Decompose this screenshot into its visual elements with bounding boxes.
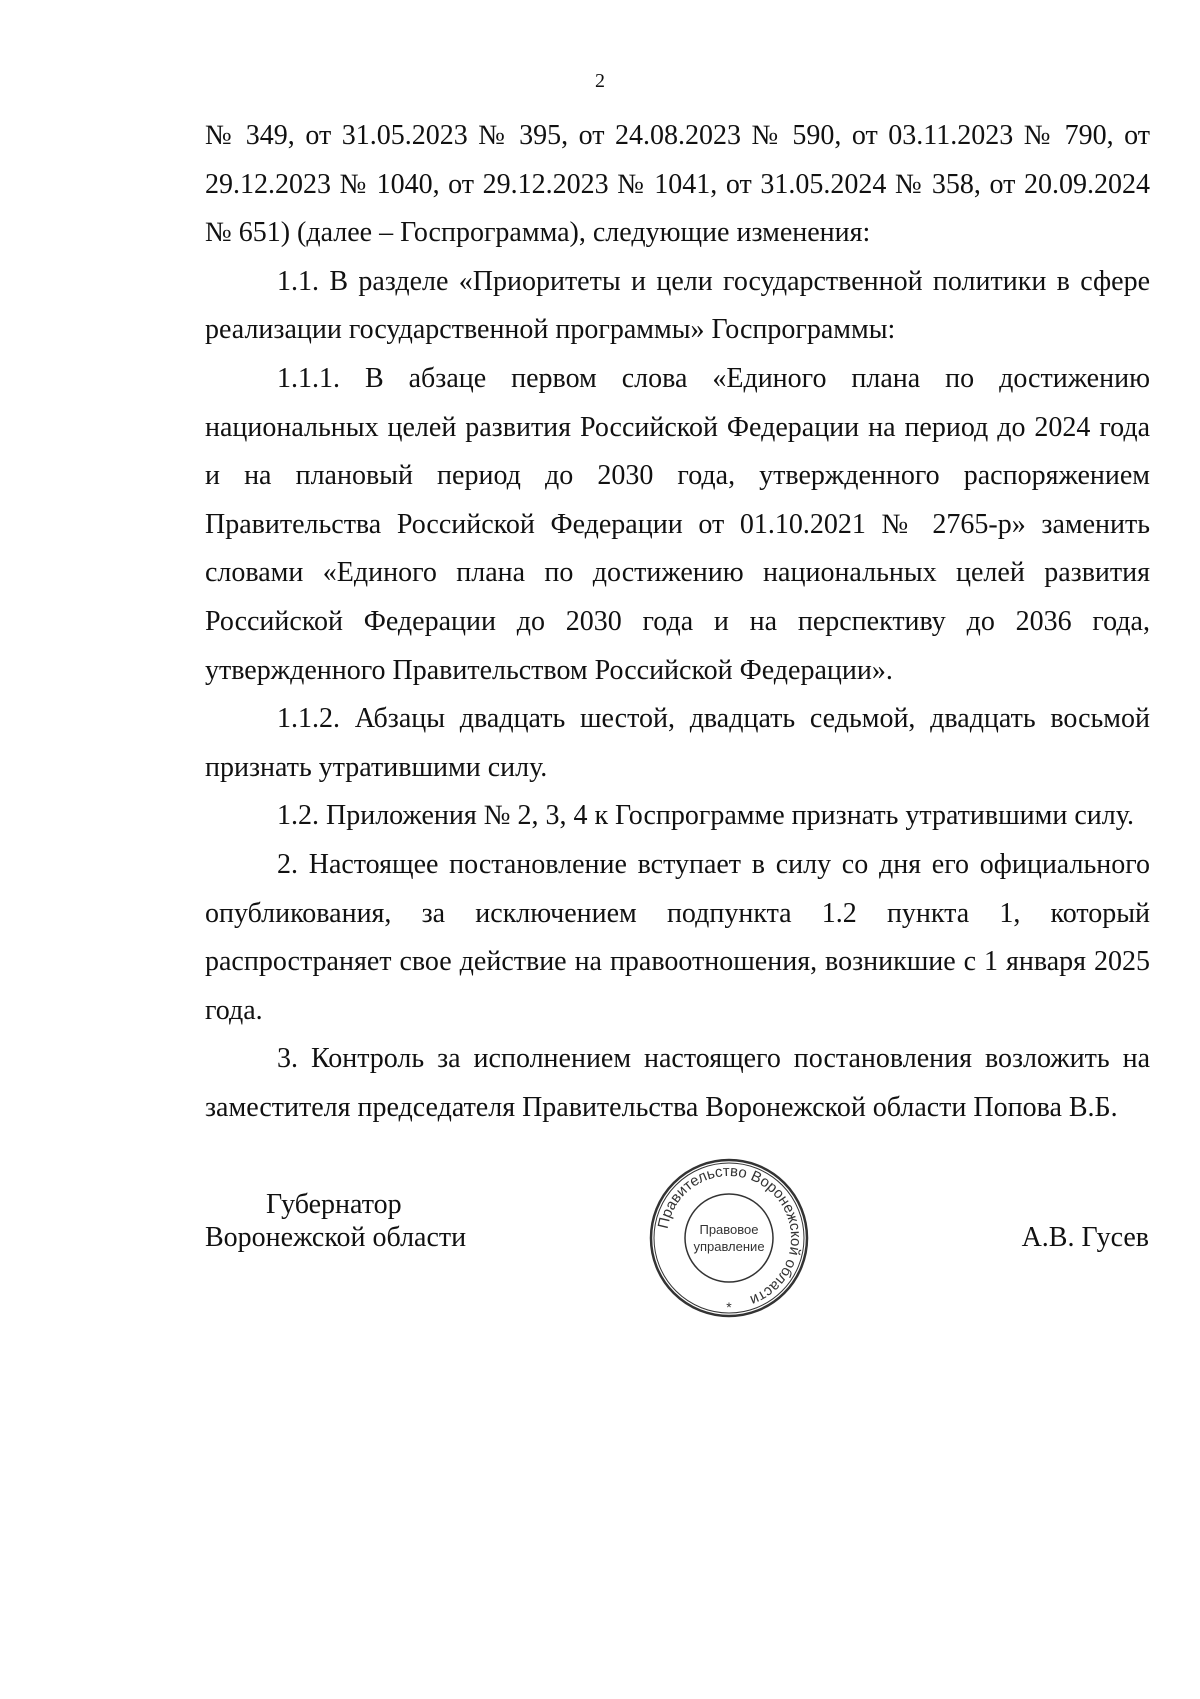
paragraph-1-1-2: 1.1.2. Абзацы двадцать шестой, двадцать седьмой, двадцать восьмой признать утратившими силу. <box>205 703 1150 783</box>
signatory-title-line1: Губернатор <box>266 1189 402 1220</box>
document-body <box>205 112 1150 1132</box>
paragraph-intro: № 349, от 31.05.2023 № 395, от 24.08.2023 № 590, от 03.11.2023 № 790, от 29.12.2023 № 1040, от 29.12.2023 № 1041, от 31.05.2024 № 358, от 20.09.2024 № 651) (далее – Госпрограмма), следующие изменения: <box>205 120 1150 249</box>
paragraph-1-2: 1.2. Приложения № 2, 3, 4 к Госпрограмме признать утратившими силу. <box>277 800 1134 832</box>
paragraph-3: 3. Контроль за исполнением настоящего постановления возложить на заместителя председателя Правительства Воронежской области Попова В.Б. <box>205 1043 1150 1123</box>
paragraph-1-1: 1.1. В разделе «Приоритеты и цели государственной политики в сфере реализации государственной программы» Госпрограммы: <box>205 265 1150 346</box>
signatory-name: А.В. Гусев <box>1021 1222 1149 1253</box>
seal-star-icon: * <box>726 1299 732 1315</box>
signatory-title <box>205 1188 466 1254</box>
signatory-title-line2: Воронежской области <box>205 1222 467 1253</box>
paragraph-2: 2. Настоящее постановление вступает в силу со дня его официального опубликования, за исключением подпункта 1.2 пункта 1, который распространяет свое действие на правоотношения, возникшие с 1 января 2025 года. <box>205 848 1150 1026</box>
seal-ring-text: Правительство Воронежской области <box>654 1162 805 1309</box>
paragraph-1-1-1: 1.1.1. В абзаце первом слова «Единого плана по достижению национальных целей развития Российской Федерации на период до 2024 года и на плановый период до 2030 года, утвержденного распоряжением Правительства Российской Федерации от 01.10.2021 № 2765-р» заменить словами «Единого плана по достижению национальных целей развития Российской Федерации до 2030 года и на перспективу до 2036 года, утвержденного Правительством Российской Федерации». <box>205 362 1150 686</box>
seal-center-line1: Правовое <box>699 1222 759 1237</box>
official-seal-stamp <box>647 1156 811 1320</box>
page-number: 2 <box>595 70 605 92</box>
seal-center-line2: управление <box>693 1239 765 1254</box>
